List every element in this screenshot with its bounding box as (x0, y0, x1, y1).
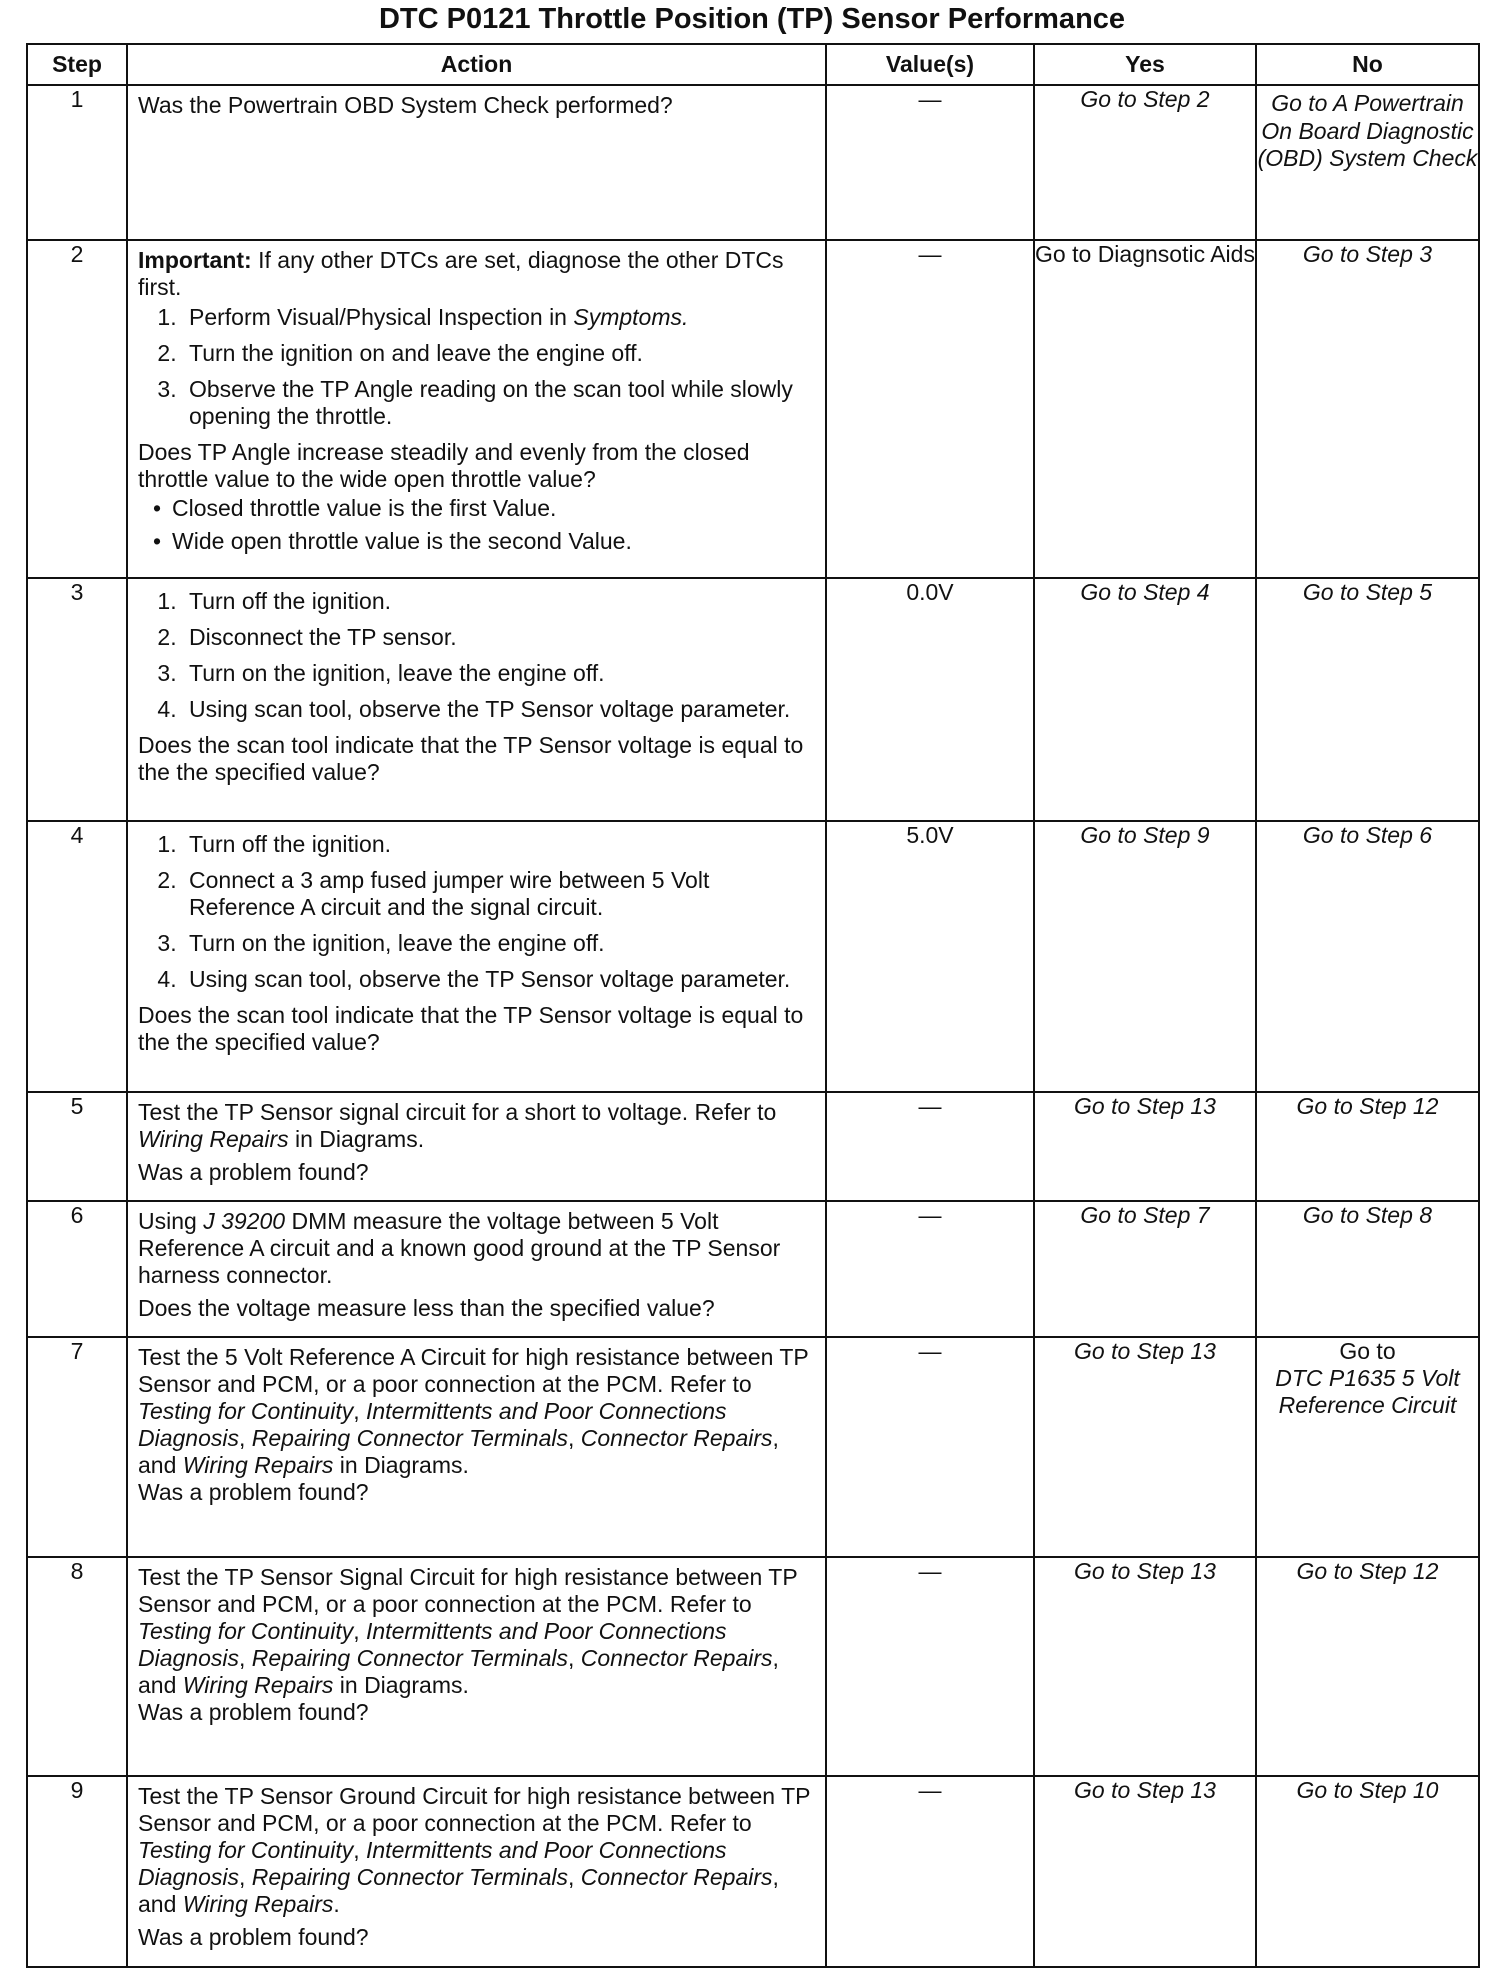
list-item: 1. Turn off the ignition. (183, 831, 817, 858)
step-number: 7 (27, 1337, 127, 1557)
yes-cell: Go to Step 7 (1034, 1201, 1256, 1337)
action-question: Was a problem found? (138, 1479, 369, 1505)
important-label: Important: (138, 247, 252, 273)
action-text: Using J 39200 DMM measure the voltage between 5 Volt Reference A circuit and a known good ground at the TP Sensor harness connector. (138, 1208, 781, 1288)
step-number: 4 (27, 821, 127, 1092)
value-cell: — (826, 1201, 1034, 1337)
action-cell (127, 1337, 826, 1557)
table-row (27, 240, 1479, 578)
value-cell: — (826, 240, 1034, 578)
action-cell (127, 240, 826, 578)
no-cell: Go to Step 6 (1256, 821, 1479, 1092)
action-steps (138, 831, 817, 993)
table-row (27, 1092, 1479, 1201)
table-row (27, 1201, 1479, 1337)
step-number: 3 (27, 578, 127, 821)
list-item: 4. Using scan tool, observe the TP Sensor voltage parameter. (183, 966, 817, 993)
action-question: Was the Powertrain OBD System Check performed? (138, 92, 673, 118)
col-header-action: Action (127, 44, 826, 85)
list-item: • Wide open throttle value is the second Value. (172, 528, 817, 555)
no-cell: Go to DTC P1635 5 Volt Reference Circuit (1256, 1337, 1479, 1557)
action-cell (127, 1557, 826, 1776)
yes-cell: Go to Diagnsotic Aids (1034, 240, 1256, 578)
list-item: 3. Observe the TP Angle reading on the scan tool while slowly opening the throttle. (183, 376, 817, 430)
yes-cell: Go to Step 13 (1034, 1557, 1256, 1776)
value-cell: 5.0V (826, 821, 1034, 1092)
no-cell: Go to Step 10 (1256, 1776, 1479, 1967)
value-cell: — (826, 1557, 1034, 1776)
table-row (27, 1337, 1479, 1557)
col-header-yes: Yes (1034, 44, 1256, 85)
step-number: 1 (27, 85, 127, 240)
no-cell: Go to Step 5 (1256, 578, 1479, 821)
col-header-step: Step (27, 44, 127, 85)
page-title: DTC P0121 Throttle Position (TP) Sensor Performance (378, 3, 1126, 35)
value-cell: 0.0V (826, 578, 1034, 821)
list-item: 3. Turn on the ignition, leave the engine off. (183, 660, 817, 687)
yes-cell: Go to Step 13 (1034, 1092, 1256, 1201)
action-steps (138, 304, 817, 430)
diagnostic-table (26, 43, 1480, 1968)
table-row (27, 578, 1479, 821)
step-number: 6 (27, 1201, 127, 1337)
yes-cell: Go to Step 9 (1034, 821, 1256, 1092)
no-cell: Go to A Powertrain On Board Diagnostic (OBD) System Check (1256, 85, 1479, 240)
step-number: 2 (27, 240, 127, 578)
table-row (27, 1557, 1479, 1776)
action-question: Was a problem found? (138, 1159, 369, 1185)
action-question: Was a problem found? (138, 1699, 369, 1725)
table-row (27, 85, 1479, 240)
action-text: Test the 5 Volt Reference A Circuit for high resistance between TP Sensor and PCM, or a poor connection at the PCM. Refer to Testing for Continuity, Intermittents and Poor Connections Diagnosis, Repairing Connector Terminals, Connector Repairs, and Wiring Repairs in Diagrams. (138, 1344, 809, 1478)
action-text: Test the TP Sensor Signal Circuit for high resistance between TP Sensor and PCM, or a poor connection at the PCM. Refer to Testing for Continuity, Intermittents and Poor Connections Diagnosis, Repairing Connector Terminals, Connector Repairs, and Wiring Repairs in Diagrams. (138, 1564, 798, 1698)
value-notes (138, 495, 817, 555)
step-number: 5 (27, 1092, 127, 1201)
col-header-no: No (1256, 44, 1479, 85)
list-item: 3. Turn on the ignition, leave the engine off. (183, 930, 817, 957)
col-header-values: Value(s) (826, 44, 1034, 85)
value-cell: — (826, 85, 1034, 240)
list-item: 1. Perform Visual/Physical Inspection in Symptoms. (183, 304, 817, 331)
value-cell: — (826, 1776, 1034, 1967)
list-item: 2. Connect a 3 amp fused jumper wire between 5 Volt Reference A circuit and the signal circuit. (183, 867, 817, 921)
no-cell: Go to Step 12 (1256, 1557, 1479, 1776)
no-cell: Go to Step 12 (1256, 1092, 1479, 1201)
yes-cell: Go to Step 4 (1034, 578, 1256, 821)
action-text: Test the TP Sensor Ground Circuit for high resistance between TP Sensor and PCM, or a poor connection at the PCM. Refer to Testing for Continuity, Intermittents and Poor Connections Diagnosis, Repairing Connector Terminals, Connector Repairs, and Wiring Repairs. (138, 1783, 811, 1917)
no-cell: Go to Step 8 (1256, 1201, 1479, 1337)
action-cell (127, 1201, 826, 1337)
yes-cell: Go to Step 13 (1034, 1776, 1256, 1967)
list-item: 1. Turn off the ignition. (183, 588, 817, 615)
action-question: Does the scan tool indicate that the TP Sensor voltage is equal to the the specified value? (138, 732, 804, 785)
value-cell: — (826, 1337, 1034, 1557)
no-cell: Go to Step 3 (1256, 240, 1479, 578)
action-question: Does the voltage measure less than the specified value? (138, 1295, 715, 1321)
action-question: Does the scan tool indicate that the TP Sensor voltage is equal to the the specified value? (138, 1002, 804, 1055)
step-number: 8 (27, 1557, 127, 1776)
list-item: 2. Disconnect the TP sensor. (183, 624, 817, 651)
action-text: Test the TP Sensor signal circuit for a short to voltage. Refer to Wiring Repairs in Diagrams. (138, 1099, 777, 1152)
table-row (27, 821, 1479, 1092)
action-steps (138, 588, 817, 723)
action-cell (127, 578, 826, 821)
table-row (27, 1776, 1479, 1967)
action-cell (127, 1092, 826, 1201)
action-cell (127, 821, 826, 1092)
header-row (27, 44, 1479, 85)
action-cell (127, 85, 826, 240)
important-note: Important: If any other DTCs are set, diagnose the other DTCs first. (138, 247, 784, 300)
list-item: 4. Using scan tool, observe the TP Sensor voltage parameter. (183, 696, 817, 723)
list-item: • Closed throttle value is the first Value. (172, 495, 817, 522)
yes-cell: Go to Step 2 (1034, 85, 1256, 240)
action-question: Was a problem found? (138, 1924, 369, 1950)
value-cell: — (826, 1092, 1034, 1201)
step-number: 9 (27, 1776, 127, 1967)
yes-cell: Go to Step 13 (1034, 1337, 1256, 1557)
list-item: 2. Turn the ignition on and leave the engine off. (183, 340, 817, 367)
action-cell (127, 1776, 826, 1967)
action-question: Does TP Angle increase steadily and evenly from the closed throttle value to the wide open throttle value? (138, 439, 750, 492)
